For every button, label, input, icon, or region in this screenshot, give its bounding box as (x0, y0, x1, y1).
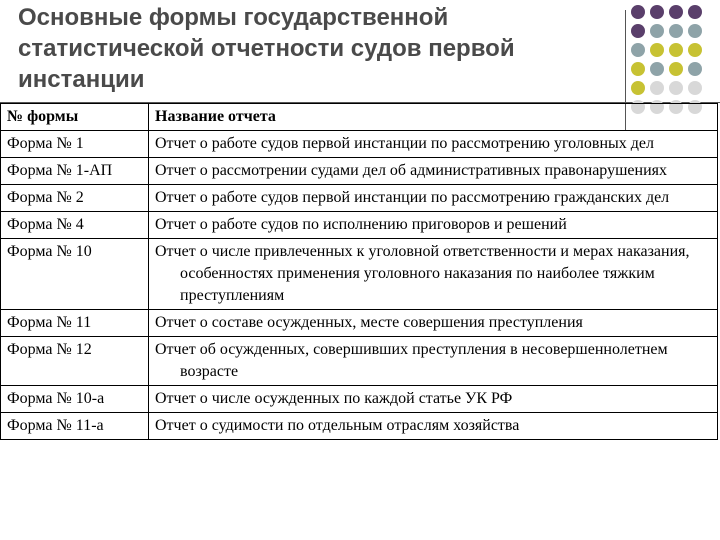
report-name-cell (149, 158, 718, 185)
form-number-cell: Форма № 1 (1, 131, 149, 158)
column-header-form-number: № формы (1, 104, 149, 131)
form-number-cell: Форма № 2 (1, 185, 149, 212)
report-name-text: Отчет о числе привлеченных к уголовной ответственности и мерах наказания, особенностях применения уголовного наказания по наиболее тяжким преступлениям (155, 243, 690, 304)
decorative-dot (688, 81, 702, 95)
decorative-dot (688, 62, 702, 76)
decorative-dot (669, 62, 683, 76)
report-name-cell (149, 337, 718, 386)
decorative-dot (631, 43, 645, 57)
decorative-dot (631, 62, 645, 76)
report-forms-table (0, 103, 718, 440)
table-row (1, 386, 718, 413)
table-row (1, 212, 718, 239)
form-number-cell: Форма № 4 (1, 212, 149, 239)
table-header-row (1, 104, 718, 131)
form-number-cell: Форма № 10 (1, 239, 149, 310)
report-name-text: Отчет о судимости по отдельным отраслям хозяйства (155, 417, 520, 434)
report-name-cell (149, 185, 718, 212)
decorative-dot (650, 5, 664, 19)
decorative-dot (669, 81, 683, 95)
table-row (1, 131, 718, 158)
title-line: инстанции (18, 66, 145, 93)
report-name-cell (149, 310, 718, 337)
form-number-cell: Форма № 11-а (1, 413, 149, 440)
decorative-dot (669, 43, 683, 57)
page-title (18, 2, 598, 95)
decorative-dot (631, 5, 645, 19)
report-name-text: Отчет о составе осужденных, месте совершения преступления (155, 314, 583, 331)
decorative-dot (688, 43, 702, 57)
decorative-dot (669, 24, 683, 38)
report-name-text: Отчет о работе судов первой инстанции по рассмотрению уголовных дел (155, 135, 655, 152)
report-name-cell (149, 413, 718, 440)
decorative-dot (688, 24, 702, 38)
table-row (1, 413, 718, 440)
decorative-dot (650, 24, 664, 38)
decorative-dot (650, 43, 664, 57)
form-number-cell: Форма № 12 (1, 337, 149, 386)
decorative-dot (631, 24, 645, 38)
decorative-dot (688, 5, 702, 19)
report-name-cell (149, 131, 718, 158)
title-line: Основные формы государственной (18, 4, 449, 31)
report-name-cell (149, 239, 718, 310)
decorative-dot (631, 81, 645, 95)
form-number-cell: Форма № 1-АП (1, 158, 149, 185)
decorative-dot (650, 62, 664, 76)
report-name-text: Отчет о работе судов по исполнению приговоров и решений (155, 216, 567, 233)
report-name-text: Отчет об осужденных, совершивших преступления в несовершеннолетнем возрасте (155, 341, 668, 380)
table-row (1, 185, 718, 212)
report-name-cell (149, 212, 718, 239)
decorative-dot (650, 81, 664, 95)
form-number-cell: Форма № 11 (1, 310, 149, 337)
table-row (1, 239, 718, 310)
column-header-report-name: Название отчета (149, 104, 718, 131)
decorative-dot (669, 5, 683, 19)
report-name-text: Отчет о работе судов первой инстанции по рассмотрению гражданских дел (155, 189, 670, 206)
table-row (1, 310, 718, 337)
table-row (1, 158, 718, 185)
title-line: статистической отчетности судов первой (18, 35, 515, 62)
report-name-cell (149, 386, 718, 413)
report-name-text: Отчет о числе осужденных по каждой статье УК РФ (155, 390, 513, 407)
table-row (1, 337, 718, 386)
report-name-text: Отчет о рассмотрении судами дел об административных правонарушениях (155, 162, 667, 179)
form-number-cell: Форма № 10-а (1, 386, 149, 413)
